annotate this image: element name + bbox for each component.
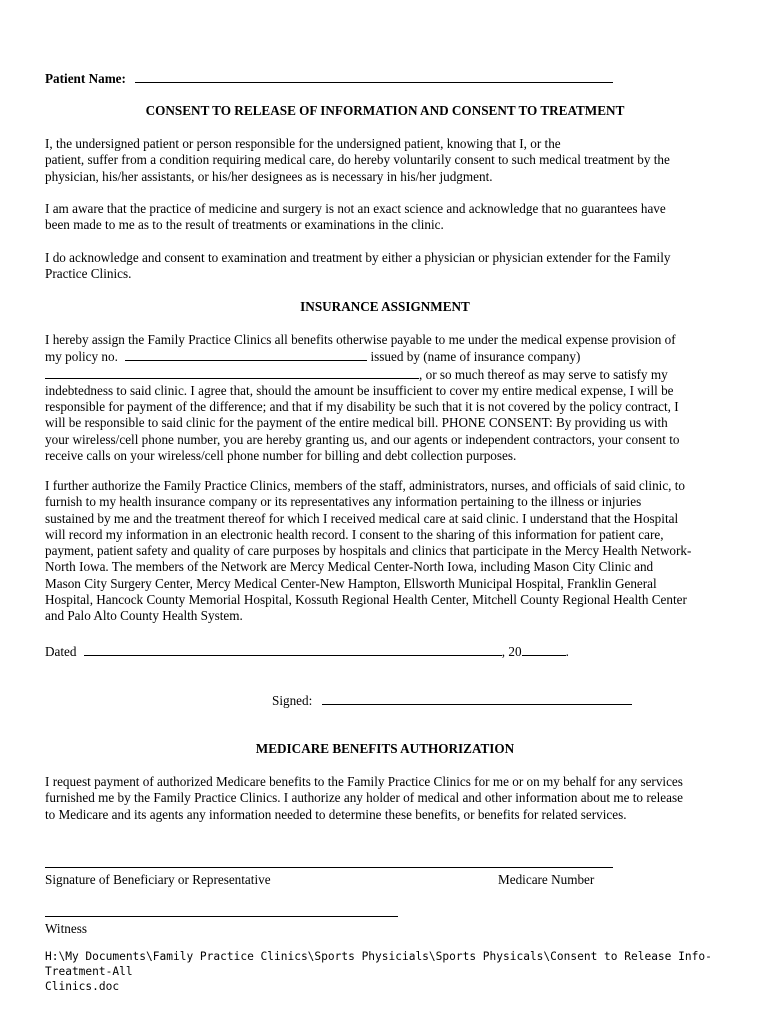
text-line: sustained by me and the treatment thereof for which I received medical care at said clinic. I understand that the Hospital (45, 510, 679, 526)
text-line: to Medicare and its agents any information needed to determine these benefits, or benefits for related services. (45, 806, 627, 822)
text-line: I hereby assign the Family Practice Clinics all benefits otherwise payable to me under the medical expense provision of (45, 332, 676, 347)
dated-row (45, 643, 720, 660)
medicare-paragraph (45, 774, 720, 823)
witness-signature-line[interactable] (45, 916, 398, 917)
year-suffix: . (565, 644, 569, 659)
text-line: responsible for payment of the difference; and that if my disability be such that it is not covered by the policy contract, I (45, 399, 679, 415)
text-fragment: , or so much thereof as may serve to satisfy my (419, 366, 668, 382)
insurance-company-field[interactable] (45, 366, 419, 379)
year-prefix: , 20 (501, 644, 522, 659)
dated-label: Dated (45, 644, 77, 659)
consent-paragraph-1 (45, 136, 720, 185)
patient-name-label: Patient Name: (45, 71, 126, 86)
text-line: furnished me by the Family Practice Clinics. I authorize any holder of medical and other information about me to release (45, 790, 683, 806)
signature-field[interactable] (322, 692, 632, 705)
text-line: receive calls on your wireless/cell phone number for billing and debt collection purposes. (45, 448, 517, 464)
text-line: I, the undersigned patient or person responsible for the undersigned patient, knowing that I, or the (45, 136, 561, 151)
text-line: physician, his/her assistants, or his/her designees as is necessary in his/her judgment. (45, 168, 493, 184)
text-line: North Iowa. The members of the Network are Mercy Medical Center-North Iowa, including Mason City Clinic and (45, 559, 654, 575)
insurance-title: INSURANCE ASSIGNMENT (300, 299, 470, 314)
policy-no-label: my policy no. (45, 349, 118, 365)
policy-number-field[interactable] (125, 348, 367, 361)
text-line: I do acknowledge and consent to examination and treatment by either a physician or physician extender for the Family (45, 250, 671, 265)
year-field[interactable] (522, 643, 566, 656)
patient-name-row (45, 70, 720, 87)
text-line: patient, suffer from a condition requiring medical care, do hereby voluntarily consent to such medical treatment by the (45, 152, 670, 168)
text-line: Practice Clinics. (45, 266, 132, 282)
text-line: been made to me as to the result of treatments or examinations in the clinic. (45, 217, 444, 233)
text-line: I am aware that the practice of medicine and surgery is not an exact science and acknowledge that no guarantees have (45, 201, 666, 216)
text-line: payment, patient safety and quality of care purposes by hospitals and clinics that participate in the Mercy Health Network- (45, 543, 692, 559)
patient-name-field[interactable] (135, 70, 613, 83)
text-line: Clinics.doc (45, 980, 120, 993)
medicare-title: MEDICARE BENEFITS AUTHORIZATION (255, 741, 515, 756)
text-line: Mason City Surgery Center, Mercy Medical Center-New Hampton, Ellsworth Municipal Hospital, Franklin General (45, 575, 657, 591)
consent-title: CONSENT TO RELEASE OF INFORMATION AND CONSENT TO TREATMENT (145, 103, 625, 118)
insurance-paragraph (45, 332, 720, 464)
date-field[interactable] (84, 643, 502, 656)
text-line: furnish to my health insurance company or its representatives any information pertaining to the illness or injuries (45, 494, 642, 510)
footer-file-path (45, 949, 720, 994)
text-line: your wireless/cell phone number, you are hereby granting us, and our agents or independent contractors, your consent to (45, 431, 680, 447)
text-line: and Palo Alto County Health System. (45, 608, 243, 624)
medicare-number-label: Medicare Number (498, 872, 595, 887)
text-line: I further authorize the Family Practice Clinics, members of the staff, administrators, nurses, and officials of said clinic, to (45, 478, 686, 493)
authorization-paragraph (45, 478, 720, 625)
insurance-company-line (45, 366, 720, 383)
text-line: indebtedness to said clinic. I agree that, should the amount be insufficient to cover my entire medical expense, I will be (45, 382, 674, 398)
insurance-company-label: issued by (name of insurance company) (370, 349, 581, 365)
consent-paragraph-2 (45, 201, 720, 234)
witness-label: Witness (45, 921, 87, 936)
text-line: H:\My Documents\Family Practice Clinics\Sports Physicials\Sports Physicals\Consent to Release Info-Treatment-All (45, 950, 712, 978)
beneficiary-signature-line[interactable] (45, 867, 613, 868)
text-line: I request payment of authorized Medicare benefits to the Family Practice Clinics for me or on my behalf for any services (45, 774, 683, 789)
beneficiary-signature-label: Signature of Beneficiary or Representative (45, 872, 271, 887)
text-line: will record my information in an electronic health record. I consent to the sharing of this information for patient care, (45, 526, 664, 542)
signed-row (272, 692, 692, 709)
signed-label: Signed: (272, 693, 313, 708)
text-line: Hospital, Hancock County Memorial Hospital, Kossuth Regional Health Center, Mitchell County Regional Health Center (45, 592, 687, 608)
text-line: will be responsible to said clinic for the payment of the entire medical bill. PHONE CONSENT: By providing us with (45, 415, 668, 431)
consent-paragraph-3 (45, 250, 720, 283)
policy-line (45, 348, 720, 365)
